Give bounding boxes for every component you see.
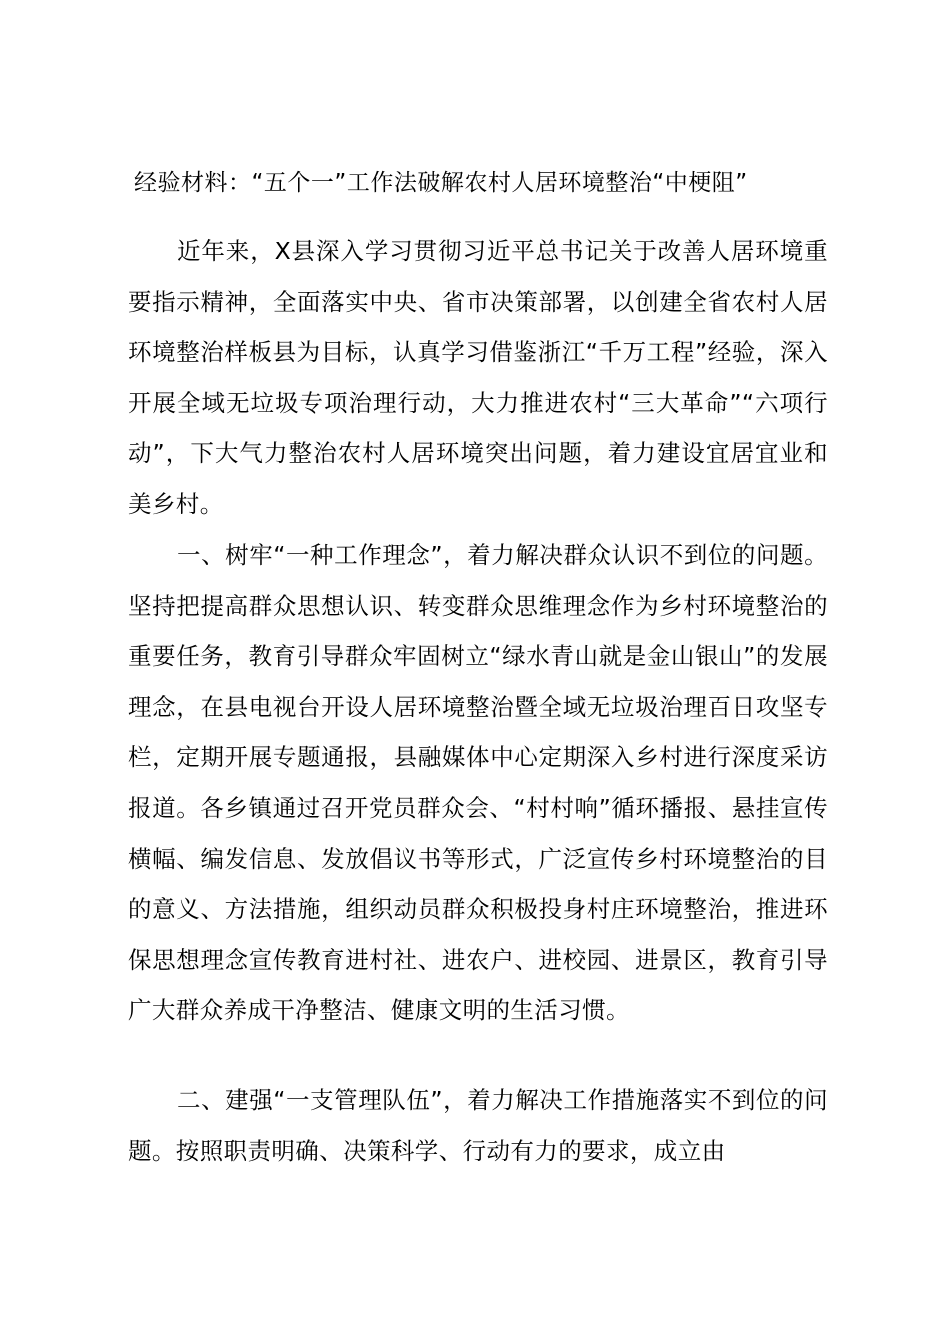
paragraph-intro: 近年来，X县深入学习贯彻习近平总书记关于改善人居环境重要指示精神，全面落实中央、省市决策部署，以创建全省农村人居环境整治样板县为目标，认真学习借鉴浙江“千万工程”经验，深入开展全域无垃圾专项治理行动，大力推进农村“三大革命”“六项行动”，下大气力整治农村人居环境突出问题，着力建设宜居宜业和美乡村。 <box>128 237 828 518</box>
document-title: 经验材料：“五个一”工作法破解农村人居环境整治“中梗阻” <box>134 170 748 196</box>
paragraph-section-one: 一、树牢“一种工作理念”，着力解决群众认识不到位的问题。坚持把提高群众思想认识、转变群众思维理念作为乡村环境整治的重要任务，教育引导群众牢固树立“绿水青山就是金山银山”的发展理念，在县电视台开设人居环境整治暨全域无垃圾治理百日攻坚专栏，定期开展专题通报，县融媒体中心定期深入乡村进行深度采访报道。各乡镇通过召开党员群众会、“村村响”循环播报、悬挂宣传横幅、编发信息、发放倡议书等形式，广泛宣传乡村环境整治的目的意义、方法措施，组织动员群众积极投身村庄环境整治，推进环保思想理念宣传教育进村社、进农户、进校园、进景区，教育引导广大群众养成干净整洁、健康文明的生活习惯。 <box>128 541 828 1025</box>
paragraph-section-two: 二、建强“一支管理队伍”，着力解决工作措施落实不到位的问题。按照职责明确、决策科学、行动有力的要求，成立由 <box>128 1086 828 1165</box>
